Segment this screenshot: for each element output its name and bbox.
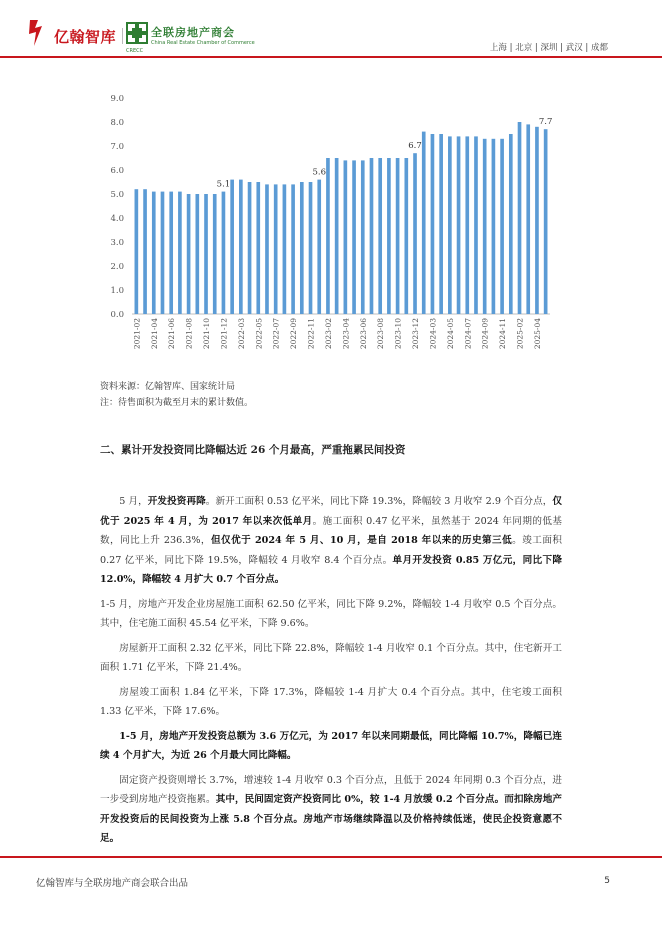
bold-run: 仅优于 2025 年 4 月，为 2017 年以来次低单月 xyxy=(100,496,563,527)
y-tick-label: 2.0 xyxy=(110,262,124,272)
x-tick-label: 2024-09 xyxy=(480,318,490,350)
y-tick-label: 6.0 xyxy=(110,166,124,176)
bar xyxy=(213,194,217,314)
y-tick-label: 1.0 xyxy=(110,286,124,296)
bar xyxy=(352,160,356,314)
city-list: 上海 | 北京 | 深圳 | 武汉 | 成都 xyxy=(489,43,608,53)
body-text xyxy=(100,492,562,854)
paragraph xyxy=(100,771,562,849)
bar xyxy=(291,184,295,314)
yihan-logo-icon xyxy=(26,18,50,48)
logo-text: 亿翰智库 xyxy=(54,28,117,46)
bar xyxy=(492,139,496,314)
note-line: 注：待售面积为截至月末的累计数值。 xyxy=(100,398,254,408)
bar xyxy=(413,153,417,314)
x-tick-label: 2023-04 xyxy=(341,318,351,350)
bar xyxy=(465,136,469,314)
bar xyxy=(422,132,426,314)
x-tick-label: 2024-07 xyxy=(463,318,473,350)
bar xyxy=(361,160,365,314)
y-tick-label: 3.0 xyxy=(110,238,124,248)
bar xyxy=(204,194,208,314)
footer-rule xyxy=(0,856,662,858)
bar xyxy=(265,184,269,314)
data-label: 5.1 xyxy=(216,179,231,190)
bar xyxy=(518,122,522,314)
text-run: 。竣工面积 0.27 亿平米，同比下降 19.5%，降幅较 4 月收窄 8.4 个百分点。 xyxy=(100,535,562,566)
bar xyxy=(483,139,487,314)
bar xyxy=(222,192,226,314)
bar xyxy=(535,127,539,314)
bar xyxy=(230,180,234,314)
chart-svg xyxy=(100,86,560,376)
text-run: 5 月， xyxy=(119,496,148,507)
x-tick-label: 2023-02 xyxy=(323,318,333,350)
text-run: 1-5 月，房地产开发企业房屋施工面积 62.50 亿平米，同比下降 9.2%，降幅较 1-4 月收窄 0.5 个百分点。其中，住宅施工面积 45.54 亿平米，下降 9.6%。 xyxy=(100,598,562,629)
header-divider xyxy=(122,28,123,44)
x-tick-label: 2023-06 xyxy=(358,318,368,350)
y-tick-label: 4.0 xyxy=(110,214,124,224)
x-tick-label: 2023-12 xyxy=(411,318,421,350)
page-header xyxy=(0,0,662,64)
bar xyxy=(387,158,391,314)
data-label: 5.6 xyxy=(312,167,326,178)
bar xyxy=(326,158,330,314)
inventory-bar-chart xyxy=(100,86,560,376)
x-tick-label: 2025-04 xyxy=(532,318,542,350)
bar xyxy=(370,158,374,314)
y-tick-label: 7.0 xyxy=(110,142,124,152)
bar xyxy=(169,192,173,314)
data-label: 6.7 xyxy=(408,141,422,152)
text-run: 。新开工面积 0.53 亿平米，同比下降 19.3%，降幅较 3 月收窄 2.9 个百分点， xyxy=(205,496,553,507)
bar xyxy=(195,194,199,314)
x-tick-label: 2023-10 xyxy=(393,318,403,350)
footer-text: 亿翰智库与全联房地产商会联合出品 xyxy=(36,878,189,889)
bar xyxy=(439,134,443,314)
x-tick-label: 2021-12 xyxy=(219,318,229,350)
y-tick-label: 5.0 xyxy=(110,190,124,200)
x-tick-label: 2022-03 xyxy=(236,318,246,350)
x-tick-label: 2022-11 xyxy=(306,318,316,350)
header-rule xyxy=(0,56,662,58)
data-label: 7.7 xyxy=(538,117,553,128)
x-tick-label: 2021-04 xyxy=(149,318,159,350)
bar xyxy=(187,194,191,314)
source-note xyxy=(100,379,253,411)
bar xyxy=(239,180,243,314)
bar xyxy=(457,136,461,314)
bold-run: 但仅优于 2024 年 5 月、10 月，是自 2018 年以来的历史第三低 xyxy=(210,535,513,546)
partner-name-en: China Real Estate Chamber of Commerce xyxy=(151,40,255,46)
x-tick-label: 2025-02 xyxy=(515,318,525,350)
bar xyxy=(335,158,339,314)
text-run: 房屋新开工面积 2.32 亿平米，同比下降 22.8%，降幅较 1-4 月收窄 0.1 个百分点。其中，住宅新开工面积 1.71 亿平米，下降 21.4%。 xyxy=(100,642,562,673)
bold-run: 开发投资再降 xyxy=(147,496,206,507)
partner-name-cn: 全联房地产商会 xyxy=(151,26,235,39)
x-tick-label: 2024-05 xyxy=(445,318,455,350)
partner-abbr: CRECC xyxy=(126,48,144,54)
bar xyxy=(178,192,182,314)
paragraph xyxy=(100,727,562,766)
y-tick-label: 9.0 xyxy=(110,94,124,104)
x-tick-label: 2021-06 xyxy=(167,318,177,350)
bar xyxy=(143,189,147,314)
crecc-logo-icon xyxy=(126,22,148,48)
x-tick-label: 2022-09 xyxy=(289,318,299,350)
bar xyxy=(500,139,504,314)
bar xyxy=(256,182,260,314)
x-tick-label: 2021-10 xyxy=(202,318,212,350)
bar xyxy=(300,182,304,314)
x-tick-label: 2021-08 xyxy=(184,318,194,350)
bar xyxy=(448,136,452,314)
x-tick-label: 2023-08 xyxy=(376,318,386,350)
x-tick-label: 2022-05 xyxy=(254,318,264,350)
bar xyxy=(344,160,348,314)
bar xyxy=(309,182,313,314)
text-run: 房屋竣工面积 1.84 亿平米，下降 17.3%，降幅较 1-4 月扩大 0.4 个百分点。其中，住宅竣工面积 1.33 亿平米，下降 17.6%。 xyxy=(100,686,562,717)
bar xyxy=(544,129,548,314)
bar xyxy=(317,180,321,314)
bar xyxy=(431,134,435,314)
section-title: 二、累计开发投资同比降幅达近 26 个月最高，严重拖累民间投资 xyxy=(100,444,406,456)
y-tick-label: 8.0 xyxy=(110,118,124,128)
bar xyxy=(404,158,408,314)
bar xyxy=(283,184,287,314)
x-tick-label: 2024-03 xyxy=(428,318,438,350)
paragraph xyxy=(100,639,562,678)
bar xyxy=(161,192,165,314)
source-line: 资料来源：亿翰智库、国家统计局 xyxy=(100,382,236,392)
bar xyxy=(396,158,400,314)
x-tick-label: 2024-11 xyxy=(498,318,508,350)
bar xyxy=(274,184,278,314)
text-run: 固定资产投资则增长 3.7%，增速较 1-4 月收窄 0.3 个百分点，且低于 2024 年同期 0.3 个百分点，进一步受到房地产投资拖累。 xyxy=(100,774,562,805)
paragraph xyxy=(100,595,562,634)
bar xyxy=(152,192,156,314)
paragraph xyxy=(100,683,562,722)
bold-run: 其中，民间固定资产投资同比 0%，较 1-4 月放缓 0.2 个百分点。而扣除房地产开发投资后的民间投资为上涨 5.8 个百分点。房地产市场继续降温以及价格持续低迷，使民企投资意愿不足。 xyxy=(100,794,563,844)
bar xyxy=(474,136,478,314)
text-run: 。施工面积 0.47 亿平米，虽然基于 2024 年同期的低基数，同比上升 236.3%， xyxy=(100,515,562,546)
paragraph xyxy=(100,492,562,590)
y-tick-label: 0.0 xyxy=(110,310,124,320)
page-number: 5 xyxy=(604,876,610,886)
bold-run: 单月开发投资 0.85 万亿元，同比下降 12.0%，降幅较 4 月扩大 0.7 个百分点。 xyxy=(100,554,563,585)
bar xyxy=(526,124,530,314)
bar xyxy=(248,182,252,314)
bar xyxy=(509,134,513,314)
bar xyxy=(135,189,139,314)
x-tick-label: 2022-07 xyxy=(271,318,281,350)
bar xyxy=(378,158,382,314)
bold-run: 1-5 月，房地产开发投资总额为 3.6 万亿元，为 2017 年以来同期最低，同比降幅 10.7%，降幅已连续 4 个月扩大，为近 26 个月最大同比降幅。 xyxy=(100,730,562,761)
x-tick-label: 2021-02 xyxy=(132,318,142,350)
